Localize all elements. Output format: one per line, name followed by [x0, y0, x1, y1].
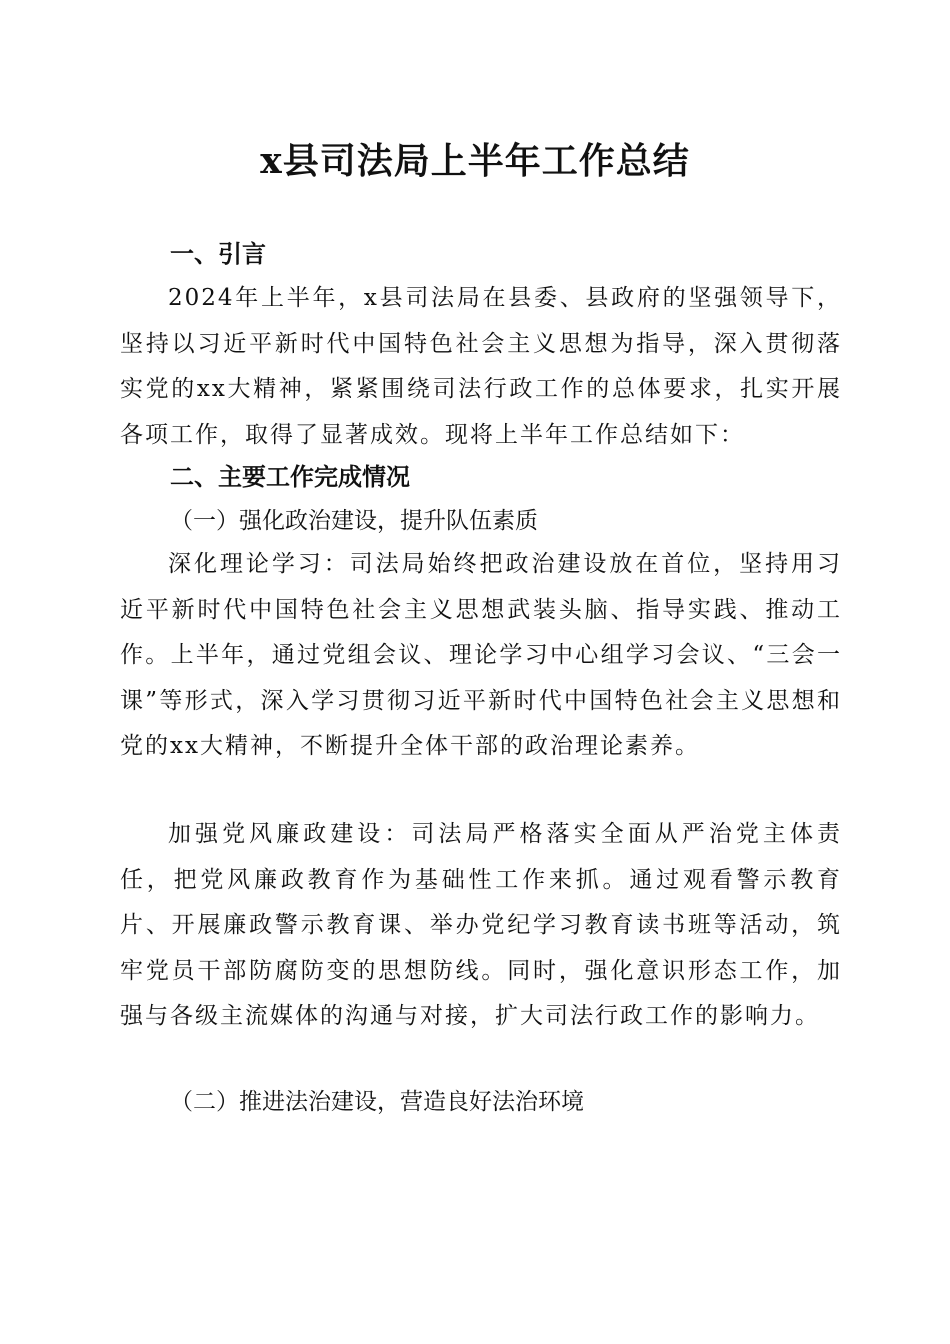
paragraph-integrity-building: 加强党风廉政建设：司法局严格落实全面从严治党主体责任，把党风廉政教育作为基础性工作来抓。通过观看警示教育片、开展廉政警示教育课、举办党纪学习教育读书班等活动，筑牢党员干部防腐防变的思想防线。同时，强化意识形态工作，加强与各级主流媒体的沟通与对接，扩大司法行政工作的影响力。: [120, 821, 842, 1030]
section-heading-main-work: 二、主要工作完成情况: [170, 463, 410, 491]
subsection-heading-rule-of-law: （二）推进法治建设，营造良好法治环境: [170, 1089, 584, 1115]
paragraph-theory-study: 深化理论学习：司法局始终把政治建设放在首位，坚持用习近平新时代中国特色社会主义思想武装头脑、指导实践、推动工作。上半年，通过党组会议、理论学习中心组学习会议、“三会一课”等形式，深入学习贯彻习近平新时代中国特色社会主义思想和党的xx大精神，不断提升全体干部的政治理论素养。: [120, 551, 842, 760]
section-heading-intro: 一、引言: [170, 240, 266, 268]
intro-paragraph: 2024年上半年，x县司法局在县委、县政府的坚强领导下，坚持以习近平新时代中国特色社会主义思想为指导，深入贯彻落实党的xx大精神，紧紧围绕司法行政工作的总体要求，扎实开展各项工作，取得了显著成效。现将上半年工作总结如下：: [120, 285, 842, 448]
document-title: x县司法局上半年工作总结: [260, 140, 690, 182]
subsection-heading-political: （一）强化政治建设，提升队伍素质: [170, 508, 538, 534]
